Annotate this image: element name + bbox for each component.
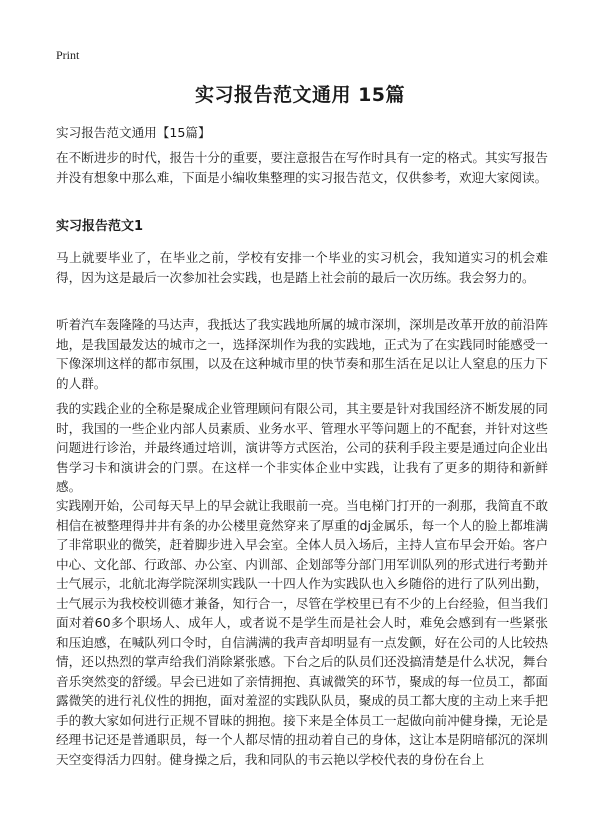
document-subtitle: 实习报告范文通用【15篇】 [56,125,211,140]
body-paragraph-1: 马上就要毕业了，在毕业之前，学校有安排一个毕业的实习机会，我知道实习的机会难得，因为这是最后一次参加社会实践，也是踏上社会前的最后一次历练。我会努力的。 [56,250,548,285]
body-paragraph-4: 实践刚开始，公司每天早上的早会就让我眼前一亮。当电梯门打开的一刹那，我简直不敢相信在被整理得井井有条的办公楼里竟然穿来了厚重的dj金属乐，每一个人的脸上都堆满了非常职业的微笑，赶着脚步进入早会室。全体人员入场后，主持人宣布早会开始。客户中心、文化部、行政部、办公室、内训部、企划部等分部门用军训队列的形式进行考勤并士气展示，北航北海学院深圳实践队一十四人作为实践队也入乡随俗的进行了队列出勤，士气展示为我校校训德才兼备，知行合一，尽管在学校里已有不少的上台经验，但当我们面对着60多个职场人、成年人，或者说不是学生而是社会人时，难免会感到有一些紧张和压迫感，在喊队列口令时，自信满满的我声音却明显有一点发颤，好在公司的人比较热情，还以热烈的掌声给我们消除紧张感。下台之后的队员们还没搞清楚是什么状况，舞台音乐突然变的舒缓。早会已进如了亲情拥抱、真诚微笑的环节，聚成的每一位员工，都面露微笑的进行礼仪性的拥抱，面对羞涩的实践队队员，聚成的员工都大度的主动上来手把手的教大家如何进行正规不冒昧的拥抱。接下来是全体员工一起做向前冲健身操，无论是经理书记还是普通职员，每一个人都尽情的扭动着自己的身体，这让本是阴暗郁沉的深圳天空变得活力四射。健身操之后，我和同队的韦云艳以学校代表的身份在台上 [56,498,548,767]
section-heading: 实习报告范文1 [56,219,144,234]
page-title: 实习报告范文通用 15篇 [194,84,406,106]
body-paragraph-2: 听着汽车轰隆隆的马达声，我抵达了我实践地所属的城市深圳，深圳是改革开放的前沿阵地，是我国最发达的城市之一，选择深圳作为我的实践地，正式为了在实践同时能感受一下像深圳这样的都市氛围，以及在这种城市里的快节奏和那生活在足以让人窒息的压力下的人群。 [56,317,548,391]
print-link[interactable]: Print [56,48,80,62]
body-paragraph-3: 我的实践企业的全称是聚成企业管理顾问有限公司，其主要是针对我国经济不断发展的同时，我国的一些企业内部人员素质、业务水平、管理水平等问题上的不配套，并针对这些问题进行诊治，并最终通过培训，演讲等方式医治，公司的获利手段主要是通过向企业出售学习卡和演讲会的门票。在这样一个非实体企业中实践，让我有了更多的期待和新鲜感。 [56,401,548,494]
intro-paragraph: 在不断进步的时代，报告十分的重要，要注意报告在写作时具有一定的格式。其实写报告并没有想象中那么难，下面是小编收集整理的实习报告范文，仅供参考，欢迎大家阅读。 [56,150,548,185]
